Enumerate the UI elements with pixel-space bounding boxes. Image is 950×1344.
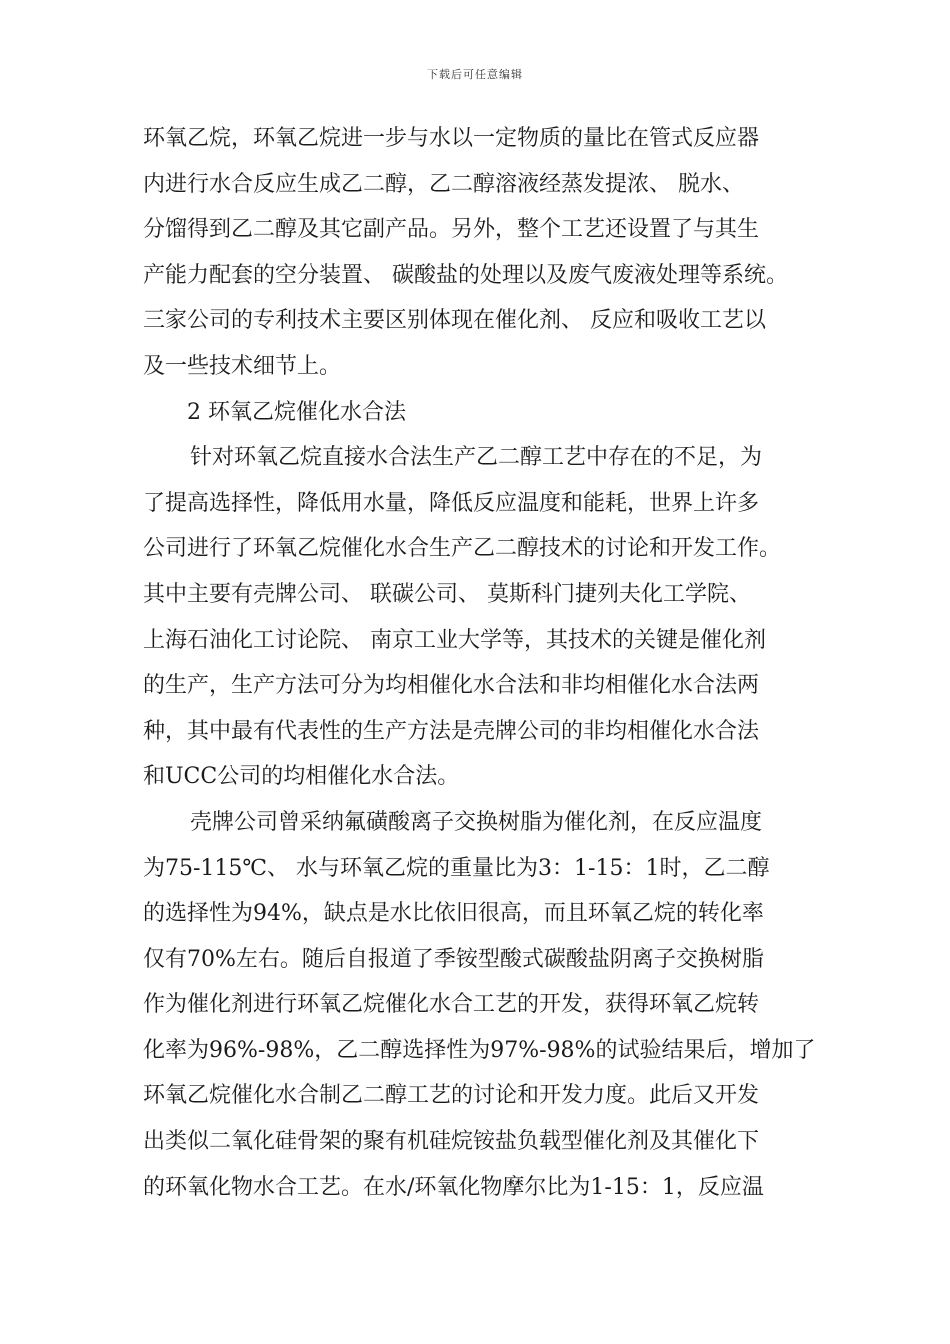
text-line: 化率为96%-98%，乙二醇选择性为97%-98%的试验结果后，增加了 [143, 1037, 816, 1063]
text-line: 为75-115℃、 水与环氧乙烷的重量比为3：1-15：1时，乙二醇 [143, 855, 770, 881]
text-line: 三家公司的专利技术主要区别体现在催化剂、 反应和吸收工艺以 [143, 308, 766, 334]
text-line: 环氧乙烷，环氧乙烷进一步与水以一定物质的量比在管式反应器 [143, 126, 760, 151]
text-line: 的环氧化物水合工艺。在水/环氧化物摩尔比为1-15：1，反应温 [143, 1174, 764, 1200]
text-line: 作为催化剂进行环氧乙烷催化水合工艺的开发，获得环氧乙烷转 [143, 992, 760, 1018]
text-line: 的选择性为94%，缺点是水比依旧很高，而且环氧乙烷的转化率 [143, 901, 764, 927]
page-header: 下载后可任意编辑 [427, 68, 523, 81]
text-line: 公司进行了环氧乙烷催化水合生产乙二醇技术的讨论和开发工作。 [143, 536, 782, 562]
text-line: 及一些技术细节上。 [143, 353, 342, 379]
section-heading: 2 环氧乙烷催化水合法 [187, 399, 406, 425]
text-line: 内进行水合反应生成乙二醇，乙二醇溶液经蒸发提浓、 脱水、 [143, 171, 744, 197]
text-line: 种，其中最有代表性的生产方法是壳牌公司的非均相催化水合法 [143, 718, 760, 744]
text-line: 的生产，生产方法可分为均相催化水合法和非均相催化水合法两 [143, 673, 760, 699]
text-line: 其中主要有壳牌公司、 联碳公司、 莫斯科门捷列夫化工学院、 [143, 581, 751, 607]
text-line: 分馏得到乙二醇及其它副产品。另外，整个工艺还设置了与其生 [143, 217, 760, 243]
document-body [143, 116, 823, 1210]
text-line: 出类似二氧化硅骨架的聚有机硅烷铵盐负载型催化剂及其催化下 [143, 1129, 760, 1155]
text-line: 和UCC公司的均相催化水合法。 [143, 764, 460, 790]
paragraph-first-line: 壳牌公司曾采纳氟磺酸离子交换树脂为催化剂，在反应温度 [190, 809, 763, 835]
text-line: 了提高选择性，降低用水量，降低反应温度和能耗，世界上许多 [143, 490, 760, 516]
text-line: 环氧乙烷催化水合制乙二醇工艺的讨论和开发力度。此后又开发 [143, 1083, 760, 1109]
paragraph-first-line: 针对环氧乙烷直接水合法生产乙二醇工艺中存在的不足，为 [190, 445, 763, 471]
text-line: 上海石油化工讨论院、 南京工业大学等，其技术的关键是催化剂 [143, 627, 766, 653]
text-line: 仅有70%左右。随后自报道了季铵型酸式碳酸盐阴离子交换树脂 [143, 946, 764, 972]
text-line: 产能力配套的空分装置、 碳酸盐的处理以及废气废液处理等系统。 [143, 262, 788, 288]
